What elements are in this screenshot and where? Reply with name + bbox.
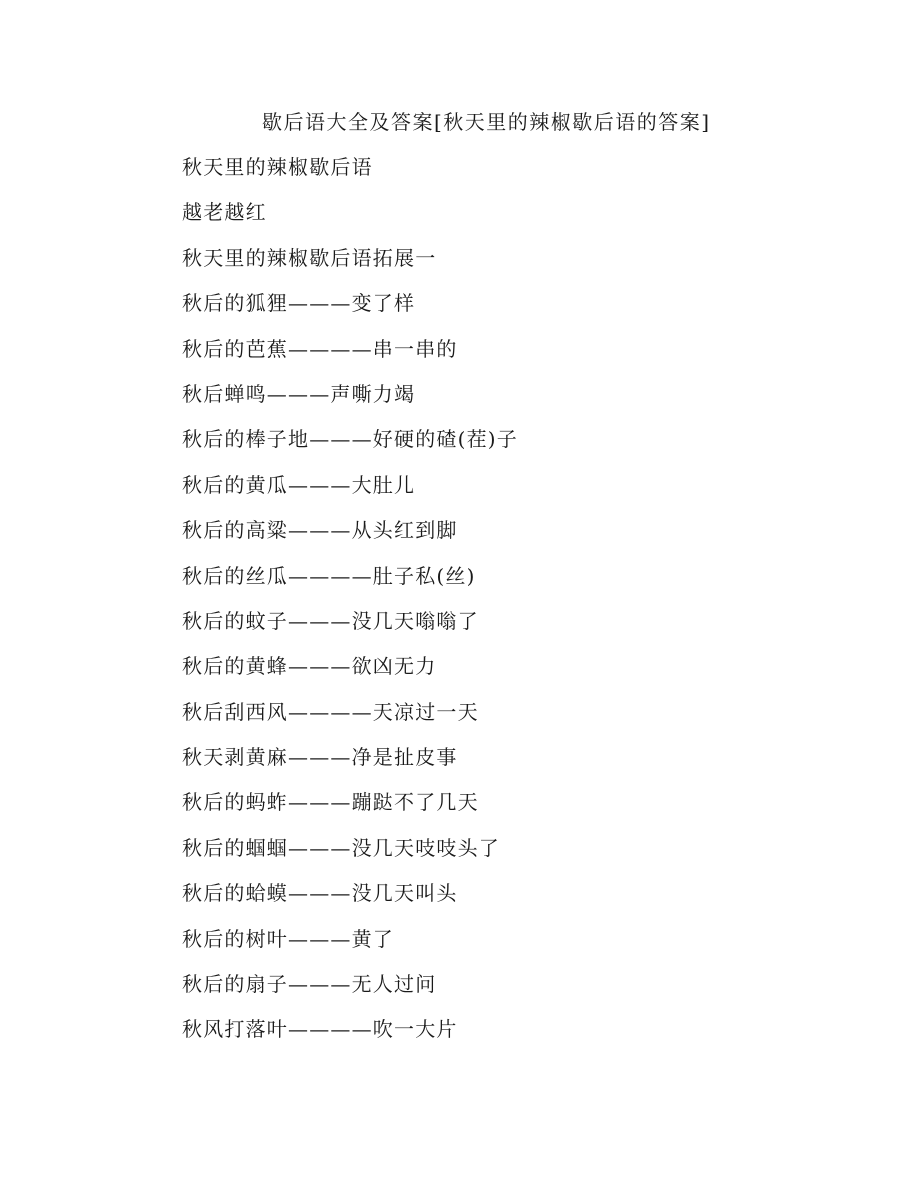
text-line: 秋后的蝈蝈———没几天吱吱头了 (182, 835, 500, 860)
text-line: 秋后的高粱———从头红到脚 (182, 518, 458, 543)
text-line: 秋后的芭蕉————串一串的 (182, 336, 458, 361)
text-line: 秋风打落叶————吹一大片 (182, 1017, 458, 1042)
text-line: 秋天里的辣椒歇后语 (182, 155, 373, 179)
text-line: 秋后的蚊子———没几天嗡嗡了 (182, 608, 479, 633)
text-line: 秋天里的辣椒歇后语拓展一 (182, 245, 437, 270)
text-lines (182, 153, 518, 1061)
text-line: 秋后的蚂蚱———蹦跶不了几天 (182, 790, 479, 815)
text-line: 秋后的丝瓜————肚子私(丝) (182, 563, 476, 588)
document-title: 歇后语大全及答案[秋天里的辣椒歇后语的答案] (262, 110, 711, 134)
text-line: 秋天剥黄麻———净是扯皮事 (182, 745, 458, 770)
text-line: 秋后蝉鸣———声嘶力竭 (182, 381, 416, 406)
text-line: 秋后的黄蜂———欲凶无力 (182, 654, 437, 679)
text-line: 秋后的狐狸———变了样 (182, 291, 416, 316)
text-line: 秋后的蛤蟆———没几天叫头 (182, 881, 458, 906)
text-line: 越老越红 (182, 200, 267, 225)
text-line: 秋后的棒子地———好硬的碴(茬)子 (182, 427, 519, 452)
text-line: 秋后刮西风————天凉过一天 (182, 699, 479, 724)
text-line: 秋后的黄瓜———大肚儿 (182, 472, 416, 497)
text-line: 秋后的树叶———黄了 (182, 926, 394, 951)
text-line: 秋后的扇子———无人过问 (182, 972, 437, 997)
